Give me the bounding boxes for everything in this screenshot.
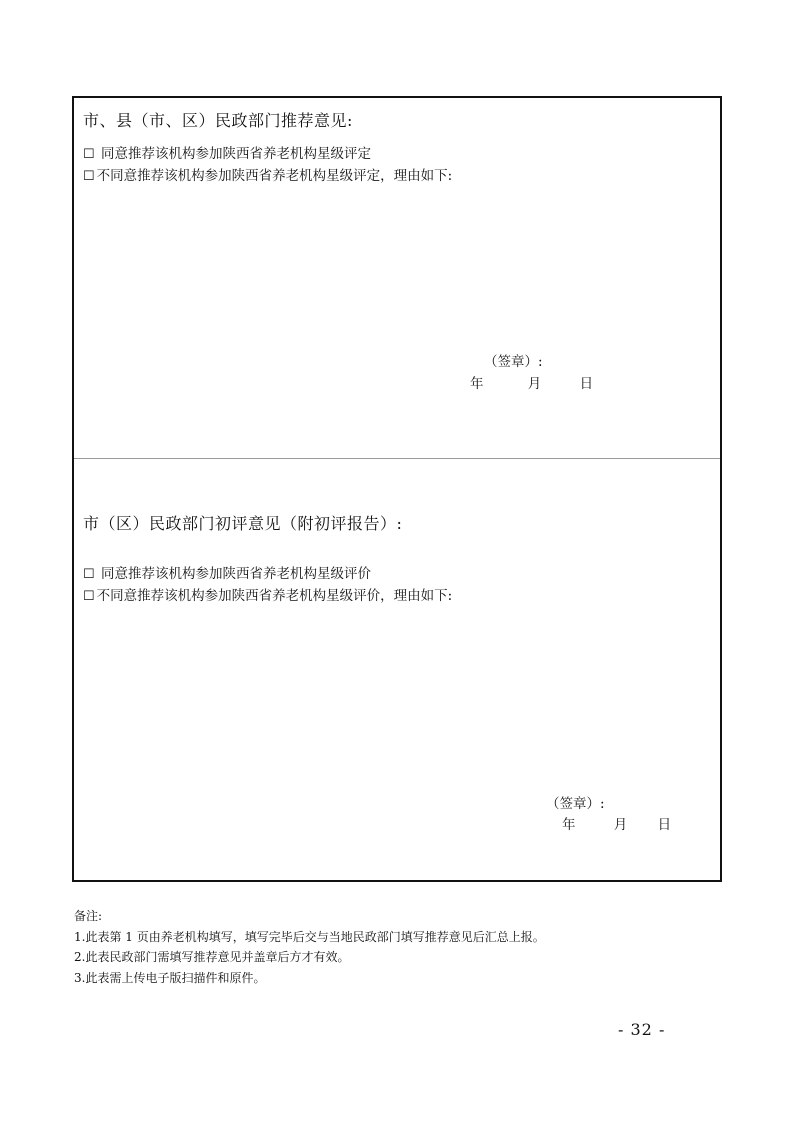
date-line: [562, 813, 671, 833]
signature-label: （签章）:: [484, 354, 543, 370]
disagree-option-label: 不同意推荐该机构参加陕西省养老机构星级评价，理由如下:: [96, 588, 453, 604]
note-item: 3.此表需上传电子版扫描件和原件。: [74, 970, 266, 985]
checkbox-icon[interactable]: ☐: [83, 589, 95, 604]
date-year: 年: [470, 376, 484, 392]
section-heading: 市、县（市、区）民政部门推荐意见:: [83, 111, 353, 130]
page-number: - 32 -: [618, 1020, 666, 1039]
note-item: 2.此表民政部门需填写推荐意见并盖章后方才有效。: [74, 950, 350, 964]
disagree-option-label: 不同意推荐该机构参加陕西省养老机构星级评定，理由如下:: [96, 168, 453, 184]
disagree-option[interactable]: [83, 164, 452, 184]
date-day: 日: [657, 817, 672, 833]
date-month: 月: [527, 376, 542, 392]
agree-option-label: 同意推荐该机构参加陕西省养老机构星级评价: [96, 566, 371, 582]
agree-option-label: 同意推荐该机构参加陕西省养老机构星级评定: [96, 146, 371, 162]
checkbox-icon[interactable]: ☐: [83, 147, 95, 162]
city-review-section: [74, 459, 720, 880]
date-month: 月: [613, 817, 628, 833]
notes: [74, 906, 545, 988]
county-recommendation-section: [74, 98, 720, 458]
agree-option[interactable]: [83, 142, 371, 162]
checkbox-icon[interactable]: ☐: [83, 567, 95, 582]
date-line: [470, 372, 593, 392]
checkbox-icon[interactable]: ☐: [83, 169, 95, 184]
opinion-form: [72, 96, 722, 882]
signature-label: （签章）:: [546, 796, 605, 812]
section-heading: 市（区）民政部门初评意见（附初评报告）:: [83, 514, 403, 533]
notes-title: 备注:: [74, 909, 103, 923]
date-day: 日: [579, 376, 594, 392]
date-year: 年: [562, 817, 576, 833]
disagree-option[interactable]: [83, 584, 452, 604]
agree-option[interactable]: [83, 562, 371, 582]
note-item: 1.此表第 1 页由养老机构填写，填写完毕后交与当地民政部门填写推荐意见后汇总上报。: [74, 929, 545, 944]
